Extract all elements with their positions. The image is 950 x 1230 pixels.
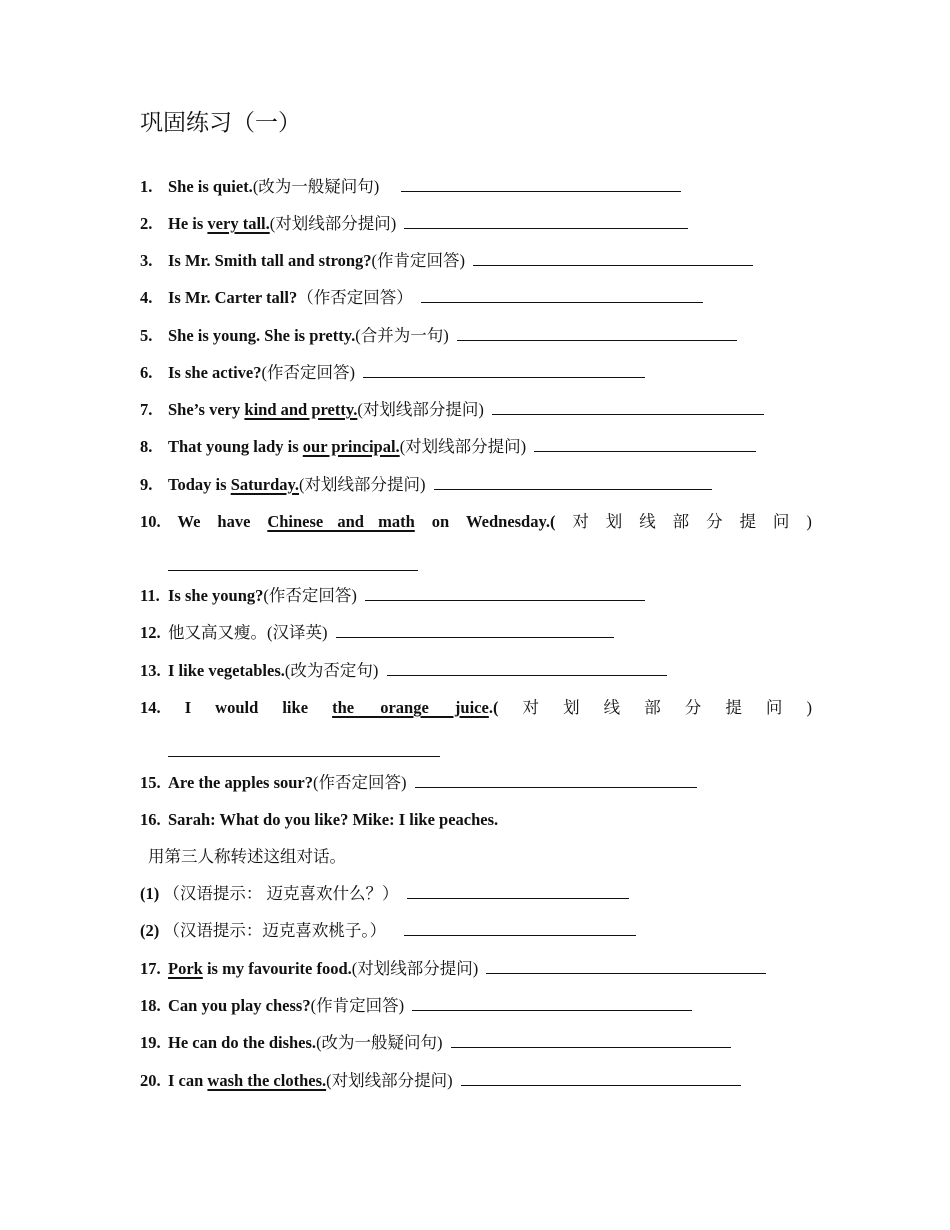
answer-blank[interactable]	[168, 742, 440, 757]
underlined-phrase: kind and pretty.	[244, 400, 358, 419]
question-text: I can	[168, 1071, 208, 1090]
question-word: like	[282, 698, 309, 717]
question-18	[140, 995, 812, 1017]
hint-char: 部	[672, 512, 690, 531]
question-16-sub-2	[140, 920, 812, 942]
answer-blank[interactable]	[534, 437, 756, 452]
answer-blank[interactable]	[168, 556, 418, 571]
question-number: 7.	[140, 400, 153, 419]
question-text: Is Mr. Carter tall?	[168, 288, 298, 307]
question-text: Is she active?	[168, 363, 262, 382]
question-19	[140, 1032, 812, 1054]
question-10	[140, 511, 812, 533]
question-hint: (改为一般疑问句)	[316, 1033, 443, 1052]
question-number: 10.	[140, 512, 161, 531]
question-7	[140, 399, 812, 421]
question-number: 8.	[140, 437, 153, 456]
answer-blank[interactable]	[457, 326, 737, 341]
question-8	[140, 436, 812, 458]
question-16-instruction: 用第三人称转述这组对话。	[148, 847, 346, 866]
hint-char: 划	[605, 512, 623, 531]
question-hint: (作否定回答)	[313, 773, 407, 792]
question-5	[140, 325, 812, 347]
question-text: Is Mr. Smith tall and strong?	[168, 251, 372, 270]
sub-question-number: (1)	[140, 884, 160, 903]
question-number: 9.	[140, 475, 153, 494]
underlined-phrase: the orange juice	[332, 698, 489, 717]
question-15	[140, 772, 812, 794]
question-text: Sarah: What do you like? Mike: I like peaches.	[168, 810, 499, 829]
question-number: 15.	[140, 773, 161, 792]
hint-char: 线	[603, 698, 621, 717]
question-text: She’s very	[168, 400, 245, 419]
question-hint: (作否定回答)	[263, 586, 357, 605]
question-3	[140, 250, 812, 272]
question-hint: (汉译英)	[267, 623, 328, 642]
question-4	[140, 287, 812, 309]
question-text: Are the apples sour?	[168, 773, 313, 792]
question-word: Wednesday.(	[466, 512, 556, 531]
sub-question-number: (2)	[140, 921, 160, 940]
answer-blank[interactable]	[492, 400, 764, 415]
question-hint: (改为一般疑问句)	[252, 177, 380, 196]
answer-blank[interactable]	[473, 251, 753, 266]
answer-blank[interactable]	[401, 177, 681, 192]
answer-blank[interactable]	[404, 921, 636, 936]
hint-char: 线	[639, 512, 656, 531]
question-text: She is young. She is pretty.	[168, 326, 356, 345]
question-hint: (对划线部分提问)	[326, 1071, 453, 1090]
hint-char: 提	[725, 698, 742, 717]
question-13	[140, 660, 812, 682]
question-hint: （作否定回答）	[297, 288, 413, 307]
answer-blank[interactable]	[412, 996, 692, 1011]
hint-char: 分	[684, 698, 702, 717]
question-number: 6.	[140, 363, 153, 382]
question-1	[140, 176, 812, 198]
hint-char: 分	[706, 512, 723, 531]
question-number: 11.	[140, 586, 160, 605]
question-text: That young lady is	[168, 437, 303, 456]
question-14	[140, 697, 812, 719]
question-number: 16.	[140, 810, 161, 829]
underlined-phrase: Saturday.	[230, 475, 299, 494]
question-text: He can do the dishes.	[168, 1033, 317, 1052]
question-number: 20.	[140, 1071, 161, 1090]
answer-blank[interactable]	[363, 363, 645, 378]
underlined-phrase: Chinese and math	[267, 512, 415, 531]
answer-blank[interactable]	[461, 1071, 741, 1086]
answer-blank[interactable]	[415, 773, 697, 788]
hint-char: )	[806, 512, 812, 531]
question-text: She is quiet.	[168, 177, 253, 196]
question-9	[140, 474, 812, 496]
question-hint: (对划线部分提问)	[357, 400, 484, 419]
page-title: 巩固练习（一）	[140, 110, 301, 135]
question-hint: (作否定回答)	[261, 363, 355, 382]
question-hint: (对划线部分提问)	[351, 959, 479, 978]
question-number: 2.	[140, 214, 153, 233]
question-16-sub-1	[140, 883, 812, 905]
question-11	[140, 585, 812, 607]
answer-blank[interactable]	[421, 288, 703, 303]
question-number: 4.	[140, 288, 153, 307]
answer-blank[interactable]	[434, 475, 712, 490]
question-number: 12.	[140, 623, 161, 642]
question-16	[140, 809, 812, 831]
question-hint: （汉语提示： 迈克喜欢什么？）	[163, 884, 399, 903]
question-hint: (对划线部分提问)	[269, 214, 397, 233]
answer-blank[interactable]	[387, 661, 667, 676]
question-text: I like vegetables.	[168, 661, 285, 680]
question-text: Today is	[168, 475, 231, 494]
hint-char: 划	[563, 698, 580, 717]
underlined-phrase: Pork	[168, 959, 203, 978]
answer-blank[interactable]	[336, 623, 614, 638]
question-number: 17.	[140, 959, 161, 978]
question-word: We	[177, 512, 201, 531]
question-number: 1.	[140, 177, 153, 196]
question-text: is my favourite food.	[202, 959, 352, 978]
question-hint: (作肯定回答)	[371, 251, 466, 270]
question-12	[140, 622, 812, 644]
hint-char: 对	[572, 512, 589, 531]
question-hint: (对划线部分提问)	[299, 475, 426, 494]
question-17	[140, 958, 812, 980]
answer-blank[interactable]	[486, 959, 766, 974]
question-number: 18.	[140, 996, 161, 1015]
hint-char: 部	[644, 698, 661, 717]
question-hint: (合并为一句)	[355, 326, 449, 345]
question-number: 13.	[140, 661, 161, 680]
hint-char: )	[806, 698, 812, 717]
question-hint: (改为否定句)	[284, 661, 379, 680]
question-2	[140, 213, 812, 235]
question-10-blank-line	[168, 556, 418, 576]
question-word: on	[431, 512, 450, 531]
question-6	[140, 362, 812, 384]
underlined-phrase: very tall.	[207, 214, 270, 233]
question-number: 3.	[140, 251, 153, 270]
question-text: Can you play chess?	[168, 996, 311, 1015]
question-word: would	[215, 698, 259, 717]
question-number: 19.	[140, 1033, 161, 1052]
question-number: 5.	[140, 326, 153, 345]
answer-blank[interactable]	[407, 884, 629, 899]
question-number: 14.	[140, 698, 161, 717]
answer-blank[interactable]	[451, 1033, 731, 1048]
hint-char: 问	[772, 512, 790, 531]
question-hint: (对划线部分提问)	[399, 437, 527, 456]
underlined-phrase: wash the clothes.	[207, 1071, 327, 1090]
hint-char: 问	[765, 698, 783, 717]
underlined-phrase: our principal.	[302, 437, 400, 456]
hint-char: 对	[522, 698, 539, 717]
question-word: I	[184, 698, 192, 717]
question-hint: （汉语提示：迈克喜欢桃子。）	[163, 921, 387, 940]
question-14-blank-line	[168, 742, 440, 762]
question-word: have	[217, 512, 251, 531]
question-hint: (作肯定回答)	[310, 996, 405, 1015]
question-text: Is she young?	[168, 586, 264, 605]
question-text: 他又高又瘦。	[168, 623, 267, 642]
answer-blank[interactable]	[365, 586, 645, 601]
question-20	[140, 1070, 812, 1092]
answer-blank[interactable]	[404, 214, 688, 229]
hint-char: 提	[739, 512, 756, 531]
question-word: .(	[488, 698, 499, 717]
question-text: He is	[168, 214, 208, 233]
